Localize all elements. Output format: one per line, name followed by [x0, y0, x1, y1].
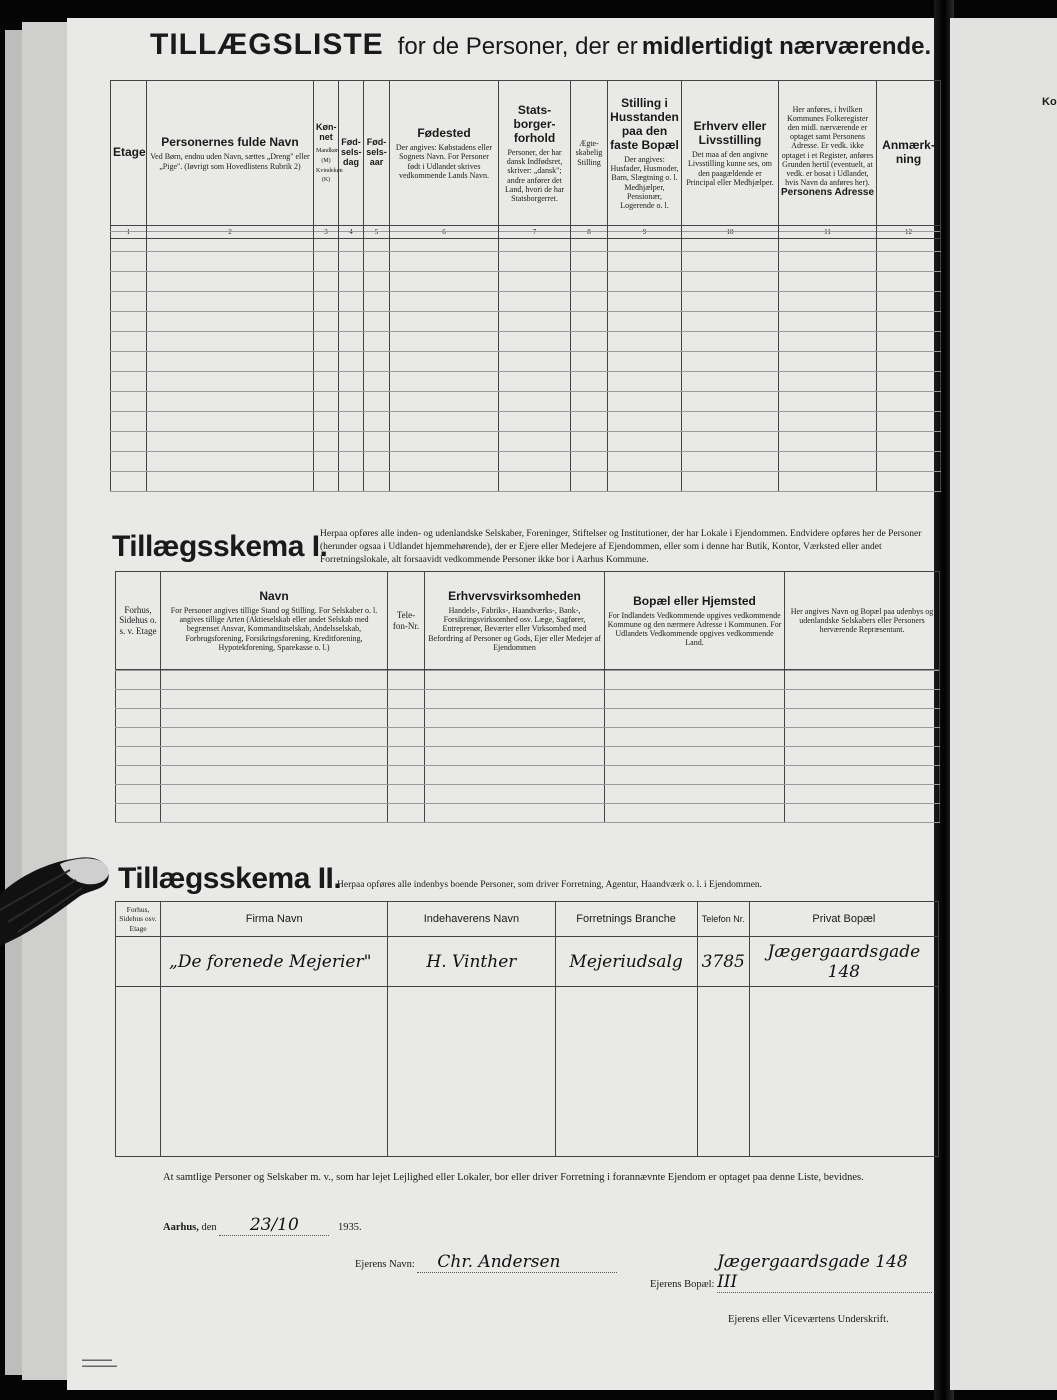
col-number: 7	[499, 226, 571, 239]
adjacent-page-label: Ko	[1042, 96, 1057, 108]
blank-row	[111, 372, 941, 392]
printer-stamp: ▬▬▬▬▬▬ ▬▬▬▬▬▬▬	[82, 1358, 117, 1369]
col-number: 6	[390, 226, 499, 239]
s1-col-name: Navn For Personer angives tillige Stand og Stilling. For Selskaber o. l. angives tillige Arten (Aktieselskab eller andet Selskab med begrænset Ansvar, Kommanditselskab, Andelsselskab, Forbrugsforening, Forsikringsforening, Kreditforening, Hypotekforening, Sparekasse o. l.)	[161, 572, 388, 670]
col-number: 1	[111, 226, 147, 239]
col-number: 12	[877, 226, 941, 239]
s2-col-owner: Indehaverens Navn	[388, 902, 555, 937]
attestation-date-line: Aarhus, den 23/10 1935.	[163, 1215, 362, 1235]
blank-row	[116, 766, 940, 785]
blank-row	[116, 728, 940, 747]
col-number: 9	[608, 226, 682, 239]
owner-signature: Chr. Andersen	[417, 1252, 617, 1273]
owner-name-line: Ejerens Navn: Chr. Andersen	[355, 1252, 617, 1273]
blank-row	[111, 392, 941, 412]
blank-row	[111, 252, 941, 272]
s2-home-cell: Jægergaardsgade 148	[749, 937, 938, 987]
s1-col-etage: Forhus, Sidehus o. s. v. Etage	[116, 572, 161, 670]
col-number: 2	[147, 226, 314, 239]
col-etage: Etage	[111, 81, 147, 226]
blank-row	[116, 709, 940, 728]
adjacent-page	[950, 18, 1057, 1390]
blank-row	[111, 272, 941, 292]
title-sub: for de Personer, der er	[397, 33, 638, 60]
blank-row	[116, 747, 940, 766]
col-citizenship: Stats-borger-forhold Personer, der har dansk Indfødsret, skriver: „dansk"; andre anfører det Land, hvori de har Statsborgerret.	[499, 81, 571, 226]
main-list-table	[110, 80, 941, 239]
title-emphasis: midlertidigt nærværende.	[641, 33, 932, 60]
col-occupation: Erhverv eller Livsstilling Det maa af den angivne Livsstilling kunne ses, om den paagældende er Principal eller Medhjælper.	[682, 81, 779, 226]
blank-row	[111, 432, 941, 452]
s2-col-branch: Forretnings Branche	[555, 902, 697, 937]
blank-row	[111, 232, 941, 252]
blank-row	[111, 452, 941, 472]
blank-row	[116, 804, 940, 823]
s1-col-representative: Her angives Navn og Bopæl paa udenbys og udenlandske Selskabers eller Personers herværende Repræsentant.	[785, 572, 940, 670]
schema1-title: Tillægsskema I.	[112, 530, 328, 563]
schema1-table	[115, 571, 940, 670]
col-birthyear: Fød-sels-aar	[364, 81, 390, 226]
col-household: Stilling i Husstanden paa den faste Bopæl Der angives: Husfader, Husmoder, Barn, Slægtning o. l. Medhjælper, Pensionær, Logerende o. l.	[608, 81, 682, 226]
col-number: 11	[779, 226, 877, 239]
col-birthday: Fød-sels-dag	[339, 81, 364, 226]
title-main: TILLÆGSLISTE	[150, 28, 384, 61]
col-number: 10	[682, 226, 779, 239]
page-title	[150, 28, 930, 62]
schema1-body	[115, 670, 940, 823]
date-value: 23/10	[219, 1215, 329, 1236]
s2-owner-cell: H. Vinther	[388, 937, 555, 987]
s2-firm-cell: „De forenede Mejerier"	[161, 937, 388, 987]
col-gender: Køn-net Mandkøn (M) Kvindekøn (K)	[314, 81, 339, 226]
s2-col-home: Privat Bopæl	[749, 902, 938, 937]
col-address: Her anføres, i hvilken Kommunes Folkeregister den midl. nærværende er optaget samt Personens Adresse. Er vedk. ikke optaget i et Register, anføres Grunden hertil (eventuelt, at vedk. er bosat i Udlandet, hvis Navn da anføres her). Personens Adresse	[779, 81, 877, 226]
schema2-table	[115, 901, 939, 1157]
blank-row	[116, 671, 940, 690]
blank-row	[111, 332, 941, 352]
owner-address-line: Ejerens Bopæl: Jægergaardsgade 148 III	[650, 1252, 932, 1293]
s2-col-firm: Firma Navn	[161, 902, 388, 937]
s2-col-phone: Telefon Nr.	[697, 902, 749, 937]
col-number: 8	[571, 226, 608, 239]
col-birthplace: Fødested Der angives: Købstadens eller Sognets Navn. For Personer født i Udlandet skrives vedkommende Lands Navn.	[390, 81, 499, 226]
attestation-text: At samtlige Personer og Selskaber m. v., som har lejet Lejlighed eller Lokaler, bor eller driver Forretning i forannævnte Ejendom er optaget paa denne Liste, bevidnes.	[163, 1172, 864, 1183]
s1-col-business: Erhvervsvirksomheden Handels-, Fabriks-, Haandværks-, Bank-, Forsikringsvirksomhed osv. Læge, Sagfører, Entreprenør, Beværter eller Virksomhed med Befordring af Personer og Gods, Ejer eller Medejer af Ejendommen	[425, 572, 605, 670]
blank-row	[111, 312, 941, 332]
col-remarks: Anmærk-ning	[877, 81, 941, 226]
col-marital: Ægte-skabelig Stilling	[571, 81, 608, 226]
schema1-description: Herpaa opføres alle inden- og udenlandske Selskaber, Foreninger, Stiftelser og Institutioner, der har Lokale i Ejendommen. Endvidere opføres her de Personer (herunder ogsaa i Udlandet hjemmehørende), der er Ejere eller Medejere af Ejendommen, eller som i denne har Butik, Kontor, Værksted eller andet Forretningslokale, alt forsaavidt vedkommende Personer ikke bor i Aarhus Kommune.	[320, 529, 922, 565]
col-number: 3	[314, 226, 339, 239]
table-row	[116, 937, 939, 987]
blank-row	[111, 412, 941, 432]
s2-branch-cell: Mejeriudsalg	[555, 937, 697, 987]
owner-address: Jægergaardsgade 148 III	[717, 1252, 932, 1293]
blank-row	[111, 292, 941, 312]
schema2-title: Tillægsskema II.	[118, 862, 342, 895]
blank-row	[111, 352, 941, 372]
main-list-body	[110, 231, 941, 492]
s1-col-residence: Bopæl eller Hjemsted For Indlandets Vedkommende opgives vedkommende Kommune og den nærmere Adresse i Kommunen. For Udlandets Vedkommende opgives vedkommende Land.	[605, 572, 785, 670]
blank-row	[116, 785, 940, 804]
s2-col-etage: Forhus, Sidehus osv. Etage	[116, 902, 161, 937]
schema2-description: Herpaa opføres alle indenbys boende Personer, som driver Forretning, Agentur, Haandværk o. l. i Ejendommen.	[337, 880, 763, 890]
signature-caption: Ejerens eller Viceværtens Underskrift.	[728, 1314, 889, 1325]
s2-phone-cell: 3785	[697, 937, 749, 987]
col-name: Personernes fulde Navn Ved Børn, endnu uden Navn, sættes „Dreng" eller „Pige". (Iøvrigt som Hovedlistens Rubrik 2)	[147, 81, 314, 226]
col-number: 5	[364, 226, 390, 239]
hand-image	[0, 850, 125, 950]
blank-row	[111, 472, 941, 492]
blank-row	[116, 690, 940, 709]
col-number: 4	[339, 226, 364, 239]
s1-col-phone: Tele-fon-Nr.	[388, 572, 425, 670]
